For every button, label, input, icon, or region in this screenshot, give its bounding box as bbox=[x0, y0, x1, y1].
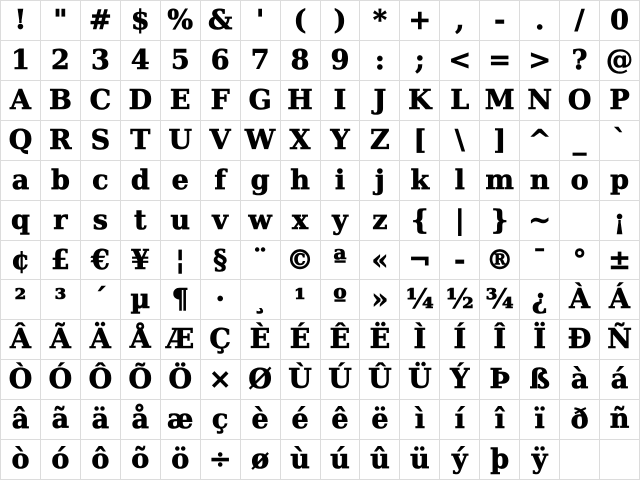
glyph-cell[interactable]: d bbox=[121, 161, 161, 201]
glyph-cell[interactable]: ^ bbox=[520, 121, 560, 161]
glyph-cell[interactable]: × bbox=[201, 360, 241, 400]
glyph-cell[interactable]: C bbox=[81, 81, 121, 121]
glyph-cell[interactable]: ¹ bbox=[281, 280, 321, 320]
glyph-cell[interactable]: þ bbox=[480, 440, 520, 480]
glyph-cell[interactable]: @ bbox=[600, 41, 640, 81]
glyph-cell[interactable]: _ bbox=[560, 121, 600, 161]
glyph-cell[interactable]: ì bbox=[400, 400, 440, 440]
glyph-cell[interactable]: x bbox=[281, 201, 321, 241]
glyph-cell[interactable]: ¼ bbox=[400, 280, 440, 320]
glyph-cell[interactable]: J bbox=[360, 81, 400, 121]
glyph-cell[interactable]: ´ bbox=[81, 280, 121, 320]
glyph-cell[interactable]: Å bbox=[121, 320, 161, 360]
glyph-cell[interactable]: \ bbox=[440, 121, 480, 161]
glyph-cell[interactable]: ~ bbox=[520, 201, 560, 241]
glyph-cell[interactable]: l bbox=[440, 161, 480, 201]
glyph-cell[interactable]: « bbox=[360, 241, 400, 281]
glyph-cell[interactable]: ï bbox=[520, 400, 560, 440]
glyph-cell[interactable]: i bbox=[321, 161, 361, 201]
glyph-cell[interactable]: Ý bbox=[440, 360, 480, 400]
glyph-cell[interactable]: $ bbox=[121, 1, 161, 41]
glyph-cell[interactable]: À bbox=[560, 280, 600, 320]
glyph-cell[interactable]: Â bbox=[1, 320, 41, 360]
glyph-cell[interactable]: Ú bbox=[321, 360, 361, 400]
glyph-cell[interactable]: Ô bbox=[81, 360, 121, 400]
glyph-cell[interactable]: 9 bbox=[321, 41, 361, 81]
glyph-cell[interactable]: H bbox=[281, 81, 321, 121]
glyph-cell[interactable]: Ç bbox=[201, 320, 241, 360]
glyph-cell[interactable]: z bbox=[360, 201, 400, 241]
glyph-cell[interactable]: û bbox=[360, 440, 400, 480]
glyph-cell[interactable]: p bbox=[600, 161, 640, 201]
glyph-cell[interactable]: » bbox=[360, 280, 400, 320]
glyph-cell[interactable]: Ì bbox=[400, 320, 440, 360]
glyph-cell[interactable]: o bbox=[560, 161, 600, 201]
glyph-cell[interactable]: ° bbox=[560, 241, 600, 281]
glyph-cell[interactable]: ½ bbox=[440, 280, 480, 320]
glyph-cell[interactable]: ¿ bbox=[520, 280, 560, 320]
glyph-cell[interactable]: X bbox=[281, 121, 321, 161]
glyph-cell[interactable]: ' bbox=[241, 1, 281, 41]
glyph-cell[interactable]: * bbox=[360, 1, 400, 41]
glyph-cell[interactable]: 1 bbox=[1, 41, 41, 81]
glyph-cell[interactable]: Ü bbox=[400, 360, 440, 400]
glyph-cell[interactable]: Û bbox=[360, 360, 400, 400]
glyph-cell[interactable]: ÷ bbox=[201, 440, 241, 480]
glyph-cell[interactable]: £ bbox=[41, 241, 81, 281]
glyph-cell[interactable]: ³ bbox=[41, 280, 81, 320]
glyph-cell[interactable]: D bbox=[121, 81, 161, 121]
glyph-cell[interactable]: Ð bbox=[560, 320, 600, 360]
glyph-cell[interactable]: M bbox=[480, 81, 520, 121]
glyph-cell[interactable]: % bbox=[161, 1, 201, 41]
glyph-cell[interactable]: ¥ bbox=[121, 241, 161, 281]
glyph-cell[interactable]: b bbox=[41, 161, 81, 201]
glyph-cell[interactable]: § bbox=[201, 241, 241, 281]
glyph-cell[interactable]: h bbox=[281, 161, 321, 201]
glyph-cell[interactable]: ü bbox=[400, 440, 440, 480]
glyph-cell[interactable]: & bbox=[201, 1, 241, 41]
glyph-cell[interactable]: 8 bbox=[281, 41, 321, 81]
glyph-cell[interactable]: Q bbox=[1, 121, 41, 161]
glyph-cell[interactable]: È bbox=[241, 320, 281, 360]
glyph-cell[interactable]: 4 bbox=[121, 41, 161, 81]
glyph-cell[interactable]: 7 bbox=[241, 41, 281, 81]
glyph-cell[interactable]: € bbox=[81, 241, 121, 281]
glyph-cell[interactable]: G bbox=[241, 81, 281, 121]
glyph-cell[interactable]: ) bbox=[321, 1, 361, 41]
glyph-cell[interactable]: ö bbox=[161, 440, 201, 480]
glyph-cell[interactable]: Ê bbox=[321, 320, 361, 360]
glyph-cell[interactable]: y bbox=[321, 201, 361, 241]
glyph-cell[interactable]: 0 bbox=[600, 1, 640, 41]
glyph-cell[interactable]: ã bbox=[41, 400, 81, 440]
glyph-cell[interactable]: | bbox=[440, 201, 480, 241]
glyph-cell[interactable]: P bbox=[600, 81, 640, 121]
glyph-cell[interactable] bbox=[560, 201, 600, 241]
glyph-cell[interactable]: ¦ bbox=[161, 241, 201, 281]
glyph-cell[interactable]: s bbox=[81, 201, 121, 241]
glyph-cell[interactable]: ; bbox=[400, 41, 440, 81]
glyph-cell[interactable]: 2 bbox=[41, 41, 81, 81]
glyph-cell[interactable]: Ï bbox=[520, 320, 560, 360]
glyph-cell[interactable]: Ä bbox=[81, 320, 121, 360]
glyph-cell[interactable]: q bbox=[1, 201, 41, 241]
glyph-cell[interactable]: ç bbox=[201, 400, 241, 440]
glyph-cell[interactable]: ò bbox=[1, 440, 41, 480]
glyph-cell[interactable]: õ bbox=[121, 440, 161, 480]
glyph-cell[interactable]: Ñ bbox=[600, 320, 640, 360]
glyph-cell[interactable]: Y bbox=[321, 121, 361, 161]
glyph-cell[interactable]: ¯ bbox=[520, 241, 560, 281]
glyph-cell[interactable]: ð bbox=[560, 400, 600, 440]
glyph-cell[interactable]: - bbox=[480, 1, 520, 41]
glyph-cell[interactable]: ( bbox=[281, 1, 321, 41]
glyph-cell[interactable]: e bbox=[161, 161, 201, 201]
glyph-cell[interactable]: æ bbox=[161, 400, 201, 440]
glyph-cell[interactable]: a bbox=[1, 161, 41, 201]
glyph-cell[interactable]: N bbox=[520, 81, 560, 121]
glyph-cell[interactable]: Á bbox=[600, 280, 640, 320]
glyph-cell[interactable]: + bbox=[400, 1, 440, 41]
glyph-cell[interactable]: v bbox=[201, 201, 241, 241]
glyph-cell[interactable]: = bbox=[480, 41, 520, 81]
glyph-cell[interactable]: / bbox=[560, 1, 600, 41]
glyph-cell[interactable]: ² bbox=[1, 280, 41, 320]
glyph-cell[interactable]: © bbox=[281, 241, 321, 281]
glyph-cell[interactable]: j bbox=[360, 161, 400, 201]
glyph-cell[interactable]: 5 bbox=[161, 41, 201, 81]
glyph-cell[interactable]: { bbox=[400, 201, 440, 241]
glyph-cell[interactable]: í bbox=[440, 400, 480, 440]
glyph-cell[interactable]: T bbox=[121, 121, 161, 161]
glyph-cell[interactable]: ] bbox=[480, 121, 520, 161]
glyph-cell[interactable]: 3 bbox=[81, 41, 121, 81]
glyph-cell[interactable]: ¶ bbox=[161, 280, 201, 320]
glyph-cell[interactable]: S bbox=[81, 121, 121, 161]
glyph-cell[interactable]: ø bbox=[241, 440, 281, 480]
glyph-cell[interactable]: ¡ bbox=[600, 201, 640, 241]
glyph-cell[interactable]: ! bbox=[1, 1, 41, 41]
glyph-cell[interactable]: Æ bbox=[161, 320, 201, 360]
glyph-cell[interactable]: K bbox=[400, 81, 440, 121]
glyph-cell[interactable]: O bbox=[560, 81, 600, 121]
glyph-cell[interactable]: ` bbox=[600, 121, 640, 161]
glyph-cell[interactable]: ÿ bbox=[520, 440, 560, 480]
glyph-cell[interactable]: ê bbox=[321, 400, 361, 440]
glyph-cell[interactable]: ¸ bbox=[241, 280, 281, 320]
glyph-cell[interactable]: I bbox=[321, 81, 361, 121]
glyph-cell[interactable]: ù bbox=[281, 440, 321, 480]
glyph-cell[interactable]: f bbox=[201, 161, 241, 201]
glyph-cell[interactable]: " bbox=[41, 1, 81, 41]
glyph-cell[interactable]: ú bbox=[321, 440, 361, 480]
glyph-cell[interactable]: Ó bbox=[41, 360, 81, 400]
glyph-cell[interactable]: Þ bbox=[480, 360, 520, 400]
glyph-cell[interactable]: ? bbox=[560, 41, 600, 81]
glyph-cell[interactable]: Î bbox=[480, 320, 520, 360]
glyph-cell[interactable]: Ë bbox=[360, 320, 400, 360]
glyph-cell[interactable]: Õ bbox=[121, 360, 161, 400]
glyph-cell[interactable]: · bbox=[201, 280, 241, 320]
glyph-cell[interactable]: Ã bbox=[41, 320, 81, 360]
glyph-cell[interactable]: ® bbox=[480, 241, 520, 281]
glyph-cell[interactable]: Ö bbox=[161, 360, 201, 400]
glyph-cell[interactable]: E bbox=[161, 81, 201, 121]
glyph-cell[interactable]: . bbox=[520, 1, 560, 41]
glyph-cell[interactable]: u bbox=[161, 201, 201, 241]
glyph-cell[interactable]: ñ bbox=[600, 400, 640, 440]
glyph-cell[interactable]: ª bbox=[321, 241, 361, 281]
glyph-cell[interactable]: Ù bbox=[281, 360, 321, 400]
glyph-cell[interactable]: V bbox=[201, 121, 241, 161]
glyph-cell[interactable]: # bbox=[81, 1, 121, 41]
glyph-cell[interactable]: g bbox=[241, 161, 281, 201]
glyph-cell[interactable]: ë bbox=[360, 400, 400, 440]
glyph-cell[interactable]: á bbox=[600, 360, 640, 400]
glyph-cell[interactable]: 6 bbox=[201, 41, 241, 81]
glyph-cell[interactable]: ¨ bbox=[241, 241, 281, 281]
glyph-cell[interactable]: é bbox=[281, 400, 321, 440]
glyph-cell[interactable]: Ø bbox=[241, 360, 281, 400]
glyph-cell[interactable]: n bbox=[520, 161, 560, 201]
glyph-cell[interactable]: ô bbox=[81, 440, 121, 480]
glyph-cell[interactable]: t bbox=[121, 201, 161, 241]
glyph-cell[interactable]: ó bbox=[41, 440, 81, 480]
glyph-cell[interactable]: B bbox=[41, 81, 81, 121]
glyph-cell[interactable]: É bbox=[281, 320, 321, 360]
glyph-cell[interactable]: > bbox=[520, 41, 560, 81]
glyph-cell[interactable]: Z bbox=[360, 121, 400, 161]
glyph-cell[interactable]: W bbox=[241, 121, 281, 161]
glyph-cell[interactable]: r bbox=[41, 201, 81, 241]
glyph-cell[interactable]: } bbox=[480, 201, 520, 241]
glyph-cell[interactable]: ± bbox=[600, 241, 640, 281]
glyph-cell[interactable]: â bbox=[1, 400, 41, 440]
glyph-cell[interactable]: L bbox=[440, 81, 480, 121]
glyph-cell[interactable]: R bbox=[41, 121, 81, 161]
glyph-cell[interactable]: [ bbox=[400, 121, 440, 161]
glyph-cell[interactable]: ý bbox=[440, 440, 480, 480]
glyph-cell[interactable]: ¾ bbox=[480, 280, 520, 320]
glyph-cell[interactable] bbox=[600, 440, 640, 480]
glyph-cell[interactable]: k bbox=[400, 161, 440, 201]
glyph-cell[interactable]: A bbox=[1, 81, 41, 121]
glyph-cell[interactable]: ¬ bbox=[400, 241, 440, 281]
glyph-cell[interactable]: ä bbox=[81, 400, 121, 440]
glyph-cell[interactable]: è bbox=[241, 400, 281, 440]
glyph-cell[interactable]: U bbox=[161, 121, 201, 161]
glyph-cell[interactable]: Ò bbox=[1, 360, 41, 400]
glyph-cell[interactable]: m bbox=[480, 161, 520, 201]
glyph-cell[interactable]: ß bbox=[520, 360, 560, 400]
glyph-cell[interactable]: Í bbox=[440, 320, 480, 360]
glyph-cell[interactable]: : bbox=[360, 41, 400, 81]
glyph-cell[interactable]: c bbox=[81, 161, 121, 201]
glyph-cell[interactable]: à bbox=[560, 360, 600, 400]
glyph-cell[interactable]: - bbox=[440, 241, 480, 281]
glyph-cell[interactable]: å bbox=[121, 400, 161, 440]
glyph-cell[interactable]: F bbox=[201, 81, 241, 121]
glyph-cell[interactable]: î bbox=[480, 400, 520, 440]
glyph-cell[interactable]: º bbox=[321, 280, 361, 320]
glyph-cell[interactable]: , bbox=[440, 1, 480, 41]
glyph-cell[interactable]: ¢ bbox=[1, 241, 41, 281]
glyph-cell[interactable]: µ bbox=[121, 280, 161, 320]
glyph-cell[interactable]: w bbox=[241, 201, 281, 241]
glyph-cell[interactable]: < bbox=[440, 41, 480, 81]
glyph-cell[interactable] bbox=[560, 440, 600, 480]
